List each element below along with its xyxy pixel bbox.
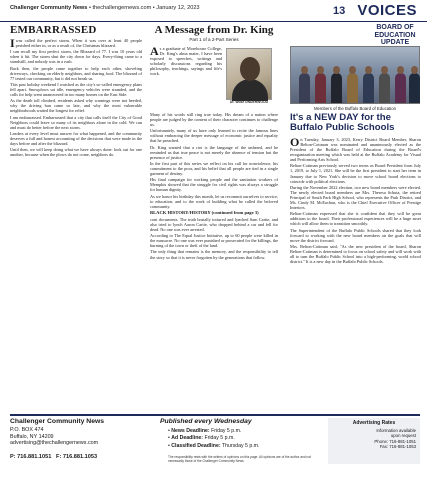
paragraph: Back then, the people came together to help each other, shoveling driveways, checking on elderly neighbors, and sharing food. The blizzard of 77 tested our community, but it did not break us.	[10, 65, 142, 81]
board-members-photo	[290, 46, 420, 104]
series-label: Part 1 of a 2-Part Series	[189, 37, 239, 42]
ad-rates-title: Advertising Rates	[352, 420, 396, 426]
deadline-item: • Ad Deadline: Friday 5 p.m.	[168, 435, 235, 442]
address-line: P.O. BOX 474	[10, 427, 44, 433]
masthead-name: Challenger Community News	[10, 5, 88, 11]
page-header	[0, 0, 427, 22]
dropcap: I	[10, 38, 15, 50]
paragraph: As a graduate of Morehouse College, Dr. King's alma mater, I have been exposed to speeches, writings and scholarly discussions regarding his philosophy, teachings, sayings and life's work.	[150, 46, 222, 77]
dropcap: O	[290, 137, 300, 149]
paragraph: Dr. King warned that a riot is the language of the unheard, and he reminded us that true peace is not merely the absence of tension but the presence of justice.	[150, 144, 278, 160]
page-number: 13	[333, 5, 346, 17]
paragraph: The only thing that remains is the memory, and the responsibility to tell the story so that it is never forgotten by the generations that follow.	[150, 249, 278, 260]
deadline-item: • News Deadline: Friday 5 p.m.	[168, 428, 242, 434]
board-update-title: BOARD OF EDUCATION UPDATE	[374, 24, 416, 46]
footer-address	[10, 427, 98, 447]
paragraph: In the first part of this series we reflect on his call for nonviolence, his commitment to the poor, and his belief that all people are tied in a single garment of destiny.	[150, 160, 278, 177]
deadline-list	[168, 428, 259, 450]
continued-subheading: BLACK HISTORY/HISTORY (continued from page 3)	[150, 210, 259, 216]
paragraph: The Superintendent of the Buffalo Public Schools shared that they look forward to working with the new board members on the goals that will move the district forward.	[290, 227, 421, 243]
phone-number: P: 716.881.1051	[10, 454, 52, 460]
dropcap: A	[150, 46, 159, 58]
deadline-item: • Classified Deadline: Thursday 5 p.m.	[168, 442, 260, 449]
paragraph: I am embarrassed. Embarrassed that a city that calls itself the City of Good Neighbors could leave so many of its neighbors alone in the cold. We can and must do better before the next storm.	[10, 114, 142, 130]
fax-number: F: 716.881.1053	[56, 454, 98, 460]
paragraph: His final campaign for working people and the sanitation workers of Memphis showed that the struggle for civil rights was always a struggle for human dignity.	[150, 177, 278, 193]
footer-brand: Challenger Community News	[10, 418, 105, 425]
address-line: Buffalo, NY 14209	[10, 433, 54, 440]
paragraph: As the death toll climbed, residents asked why warnings were not heeded, why the driving ban came so late, and why the most vulnerable neighborhoods waited the longest for relief.	[10, 98, 142, 114]
paragraph: Unfortunately, many of us have only learned to recite the famous lines without embracing the deeper message of economic justice and equality that he preached.	[150, 128, 278, 144]
paragraph: Belton-Cottman expressed that she is confident that they will be great additions to the board. Their professional experiences will be a huge asset which will allow them to transition smoothly.	[290, 211, 421, 227]
left-headline: EMBARRASSED	[10, 24, 97, 36]
middle-article-body	[150, 112, 278, 410]
middle-headline: A Message from Dr. King	[154, 24, 274, 36]
email-link[interactable]: advertising@thechallengernews.com	[10, 440, 99, 447]
right-headline: It's a NEW DAY for the Buffalo Public Schools	[290, 112, 395, 133]
opinion-disclaimer: The responsibility rests with the writers of opinions on this page. All opinions are of the author and not necessarily those of the Challenger Community News.	[168, 455, 311, 463]
publish-schedule: Published every Wednesday	[160, 418, 252, 425]
right-article-body	[290, 137, 421, 410]
author-caption: Dr. Willie UNDERWOOD	[229, 100, 269, 104]
page-footer	[10, 418, 420, 476]
paragraph: Many of his words still ring true today. His dream of a nation where people are judged by the content of their character continues to challenge us.	[150, 112, 278, 128]
paragraph: I can recall my first perfect storm, the Blizzard of 77. I was 10 years old when it hit. The storm shut the city down for days. Every-thing came to a standstill, and nobody was in a rush.	[10, 49, 142, 65]
left-article-body	[10, 38, 142, 410]
paragraph: Leaders at every level must answer for what happened, and the community deserves a full and honest accounting of the decisions that were made in the days before and after the blizzard.	[10, 130, 142, 147]
footer-divider	[10, 414, 420, 416]
footer-phones	[10, 454, 97, 460]
paragraph: During the November 2022 election, two new board members were elected. The newly elected board members are Mrs. Theresa Schuta, the retired Principal of South Park High School, who represents the Park District, and Ms. Cindy M. McEachon, who is the Chief Executive Officer of Prestige Interiors.	[290, 184, 421, 210]
paragraph: Iwas called the perfect storm. When it was over at least 40 people perished either in, or as a result of, the Christmas blizzard.	[10, 38, 142, 50]
paragraph: cont documents. The truth brutally tortured and lynched Sam Cartie, and also tried to lynch Aaron Cartie, who dropped behind a car and fell for dead. No one was ever arrested.	[150, 216, 278, 232]
paragraph: Belton-Cottman previously served two terms as Board President from July 1, 2019, to July 1, 2021. She will be the first president to start her term in January due to New York's decision to move school board elections to coincide with political elections.	[290, 163, 421, 184]
paragraph: Mrs. Belton-Cottman said, "As the new president of the board, Sharon Belton-Cottman is determined to focus on school safety and will work with all to turn the Buffalo Public School into a high-performing, world school district." It is a new day in the Buffalo Public Schools.	[290, 243, 421, 265]
board-photo-caption: Members of the Buffalo Board of Education	[313, 106, 397, 111]
paragraph: Until then, we will keep doing what we have always done: look out for one another, because when the plows do not come, neighbors do.	[10, 147, 142, 158]
masthead-details: • thechallengernews.com • January 12, 2023	[87, 5, 200, 11]
author-photo	[226, 48, 272, 100]
middle-article-col-a	[150, 46, 222, 110]
paragraph: According to The Equal Justice Initiative, up to 60 people were killed in the massacre. No one was ever punished or prosecuted for the killings, the burning of the town or theft of the land.	[150, 233, 278, 249]
paragraph: As we honor his birthday this month, let us recommit ourselves to service, to education, and to the work of building what he called the beloved community.	[150, 193, 278, 209]
advertising-box: Advertising Rates Information available upon request Phone: 716-881-1051 Fax: 716-881-1053	[328, 418, 420, 464]
section-title: VOICES	[357, 2, 417, 19]
masthead-line	[10, 5, 200, 11]
paragraph: On Tuesday, January 3, 2023, Kerry District Board Member, Sharon Belton-Cottman was nominated and unanimously elected as the President of the Buffalo Board of Education during the Board's reorganization meeting which was held at the Buffalo Academy for Visual and Performing Arts School.	[290, 137, 421, 163]
paragraph: This past holiday weekend I watched as the city's so-called emergency plans fell apart. Snowplows sat idle, emergency vehicles were stranded, and the calls for help went unanswered in too many homes on the East Side.	[10, 81, 142, 98]
